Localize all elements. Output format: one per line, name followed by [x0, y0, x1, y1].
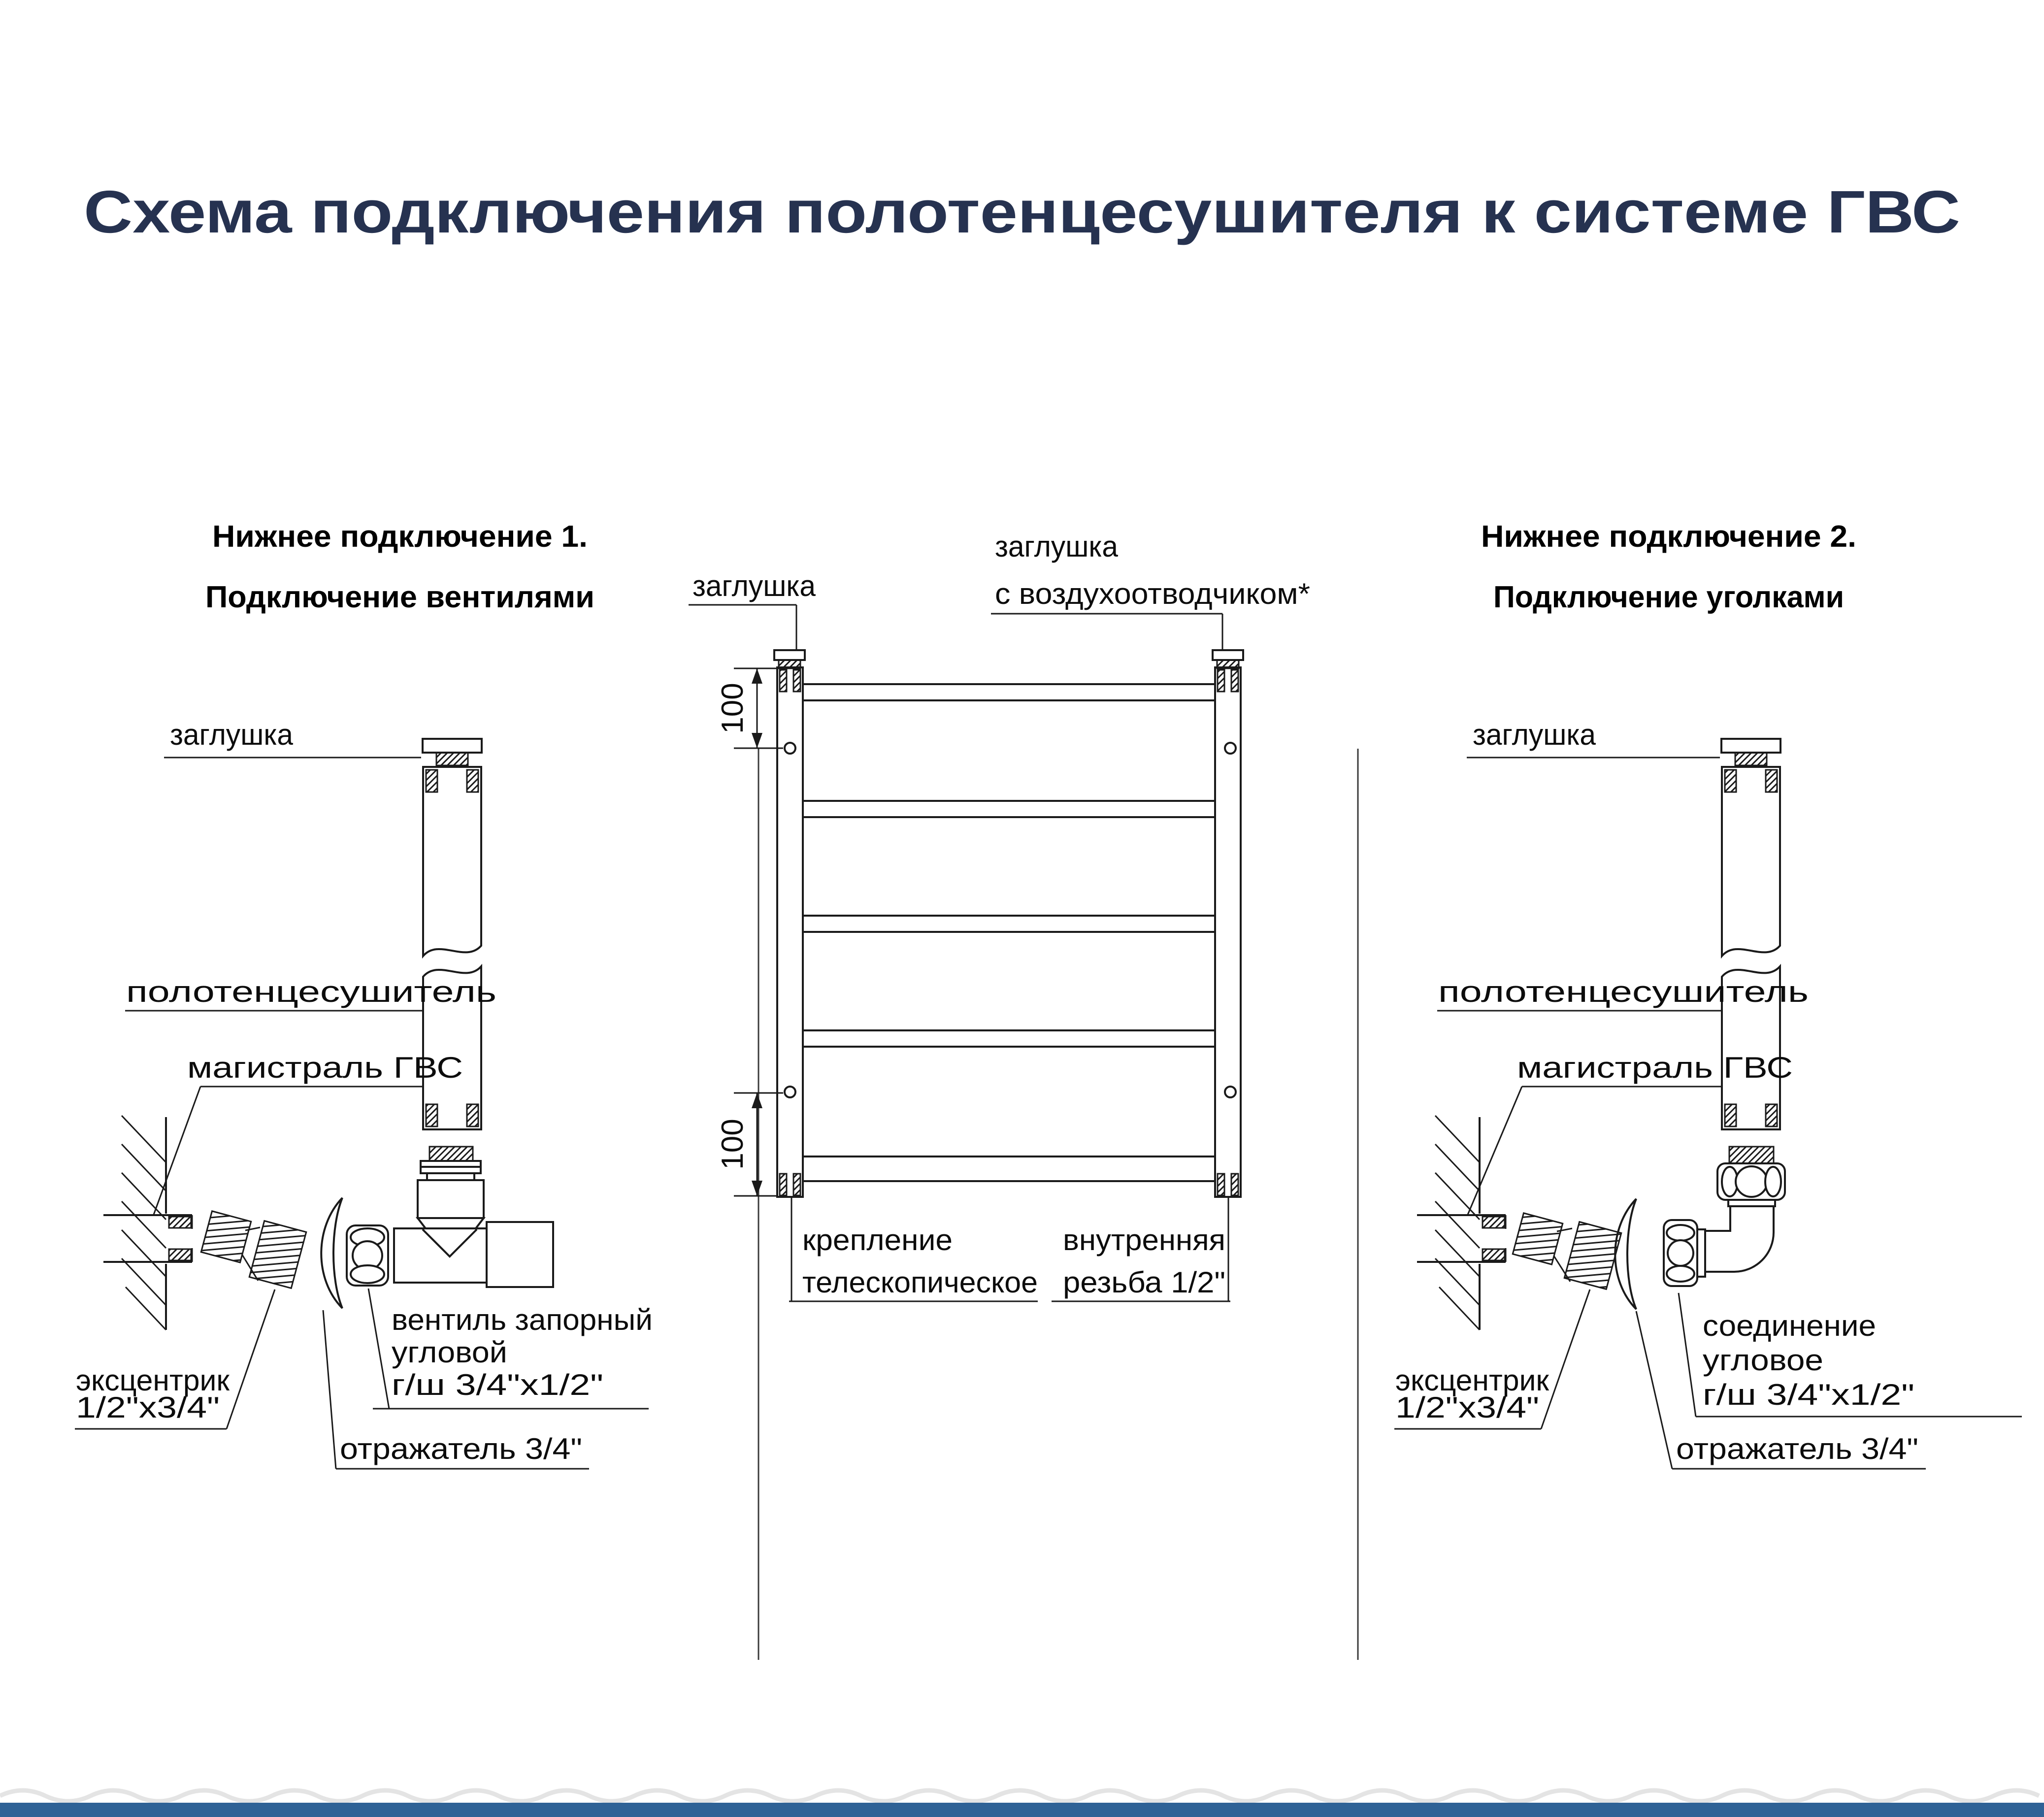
wall-hatch	[122, 1230, 166, 1277]
right-assembly	[1417, 739, 1785, 1330]
elbow-male-thread	[1729, 1147, 1774, 1163]
thread-mark	[1218, 1174, 1224, 1195]
valve-bonnet	[418, 1180, 484, 1218]
wall-hatch	[1435, 1116, 1480, 1162]
eccentric-hatch	[249, 1221, 306, 1288]
socket-thread	[1483, 1249, 1505, 1260]
heading-left-line1: Нижнее подключение 1.	[212, 520, 588, 554]
towel-rail-front-view	[774, 650, 1243, 1197]
socket-thread	[1483, 1217, 1505, 1228]
leader-left-hws-diag	[154, 1087, 200, 1215]
dim-value-bottom: 100	[716, 1119, 750, 1170]
elbow-body	[1705, 1206, 1774, 1272]
label-left-eccentric-line1: эксцентрик	[76, 1364, 230, 1397]
label-left-reflector: отражатель 3/4"	[340, 1432, 582, 1465]
towel-pipe-upper	[1722, 767, 1780, 956]
top-plug-left	[774, 650, 805, 660]
pipe-plug-cap	[1721, 739, 1780, 753]
valve-taper	[418, 1218, 484, 1228]
mount-hole	[785, 1087, 795, 1097]
wall-hatch	[122, 1258, 166, 1305]
socket-thread	[169, 1217, 191, 1228]
hws-supply-pipe-right	[1417, 1215, 1506, 1262]
wall-hatch	[1435, 1258, 1480, 1305]
pipe-plug-thread	[436, 753, 468, 765]
mount-hole	[785, 743, 795, 754]
thread-mark	[1725, 1104, 1736, 1126]
label-mount-line1: крепление	[802, 1223, 953, 1256]
label-right-towel-rail: полотенцесушитель	[1438, 975, 1809, 1008]
rail-rung	[802, 1030, 1216, 1047]
hws-supply-pipe-left	[103, 1215, 192, 1262]
thread-mark	[793, 670, 800, 692]
label-left-eccentric-line2: 1/2"x3/4"	[76, 1391, 220, 1424]
pipe-plug-thread	[1735, 753, 1767, 765]
dim-arrow-up	[752, 668, 762, 684]
label-left-hws-main: магистраль ГВС	[187, 1051, 463, 1084]
label-right-eccentric-line2: 1/2"x3/4"	[1395, 1391, 1539, 1424]
left-labels	[75, 718, 653, 1469]
heading-left-line2: Подключение вентилями	[205, 580, 594, 614]
top-plug-right	[1213, 650, 1243, 660]
wall-hatch	[1439, 1287, 1480, 1330]
nut-facet	[1736, 1166, 1767, 1197]
wall-hatch	[126, 1287, 166, 1330]
thread-mark	[1766, 1104, 1777, 1126]
label-left-valve-line3: г/ш 3/4"x1/2"	[392, 1368, 603, 1401]
label-air-plug-line1: заглушка	[995, 530, 1119, 563]
top-plug-right-thread	[1217, 660, 1239, 668]
heading-right-line2: Подключение уголками	[1493, 580, 1844, 614]
socket-thread	[169, 1249, 191, 1260]
label-left-valve-line2: угловой	[392, 1336, 507, 1369]
label-inner-thread-line2: резьба 1/2"	[1063, 1266, 1225, 1299]
thread-mark	[467, 1104, 478, 1126]
mount-hole	[1225, 743, 1236, 754]
rail-rung	[802, 1156, 1216, 1181]
thread-mark	[467, 770, 478, 792]
eccentric-hatch	[201, 1211, 251, 1262]
valve-male-thread	[429, 1147, 473, 1161]
label-right-conn-line1: соединение	[1703, 1309, 1876, 1342]
thread-mark	[1766, 770, 1777, 792]
leader-right-eccentric	[1541, 1289, 1590, 1429]
wall-hatch	[122, 1173, 166, 1220]
dim-arrow-down	[752, 733, 762, 748]
leader-left-valve	[368, 1288, 389, 1409]
towel-pipe-upper	[423, 767, 481, 956]
eccentric-cyl-large	[249, 1221, 306, 1288]
valve-outlet	[487, 1222, 553, 1287]
label-left-towel-rail: полотенцесушитель	[126, 975, 496, 1008]
valve-nut-facet	[351, 1265, 384, 1283]
label-inner-thread-line1: внутренняя	[1063, 1223, 1225, 1256]
label-left-plug: заглушка	[170, 718, 294, 751]
wall-hatch	[1435, 1173, 1480, 1220]
dim-value-top: 100	[716, 683, 750, 734]
label-right-conn-line3: г/ш 3/4"x1/2"	[1703, 1378, 1914, 1411]
wall-hatch	[1435, 1144, 1480, 1191]
rail-rung	[802, 684, 1216, 700]
dim-arrow-down	[752, 1181, 762, 1196]
left-assembly	[103, 739, 553, 1330]
wall-right	[1435, 1116, 1480, 1330]
label-mount-line2: телескопическое	[802, 1266, 1038, 1299]
leader-right-reflector	[1636, 1311, 1672, 1469]
eccentric-cyl-large	[1564, 1222, 1621, 1289]
footer-wave-decoration	[0, 1790, 2039, 1801]
thread-mark	[780, 1174, 787, 1195]
wall-hatch	[122, 1116, 166, 1162]
footer-bar	[0, 1803, 2044, 1817]
reflector-escutcheon	[1615, 1199, 1636, 1309]
rail-rung	[802, 916, 1216, 932]
page-title: Схема подключения полотенцесушителя к системе ГВС	[84, 178, 1960, 245]
label-center-plug: заглушка	[692, 569, 816, 602]
label-left-valve-line1: вентиль запорный	[392, 1303, 653, 1336]
leader-right-hws-diag	[1468, 1087, 1522, 1215]
nut-facet	[1765, 1167, 1781, 1196]
valve-neck	[427, 1173, 474, 1180]
valve-body	[394, 1228, 487, 1283]
label-right-plug: заглушка	[1473, 718, 1596, 751]
dimension-top-100	[716, 668, 783, 748]
leader-left-eccentric	[227, 1289, 275, 1429]
wall-hatch	[122, 1201, 166, 1248]
rail-rung	[802, 801, 1216, 817]
label-right-eccentric-line1: эксцентрик	[1395, 1364, 1549, 1397]
thread-mark	[1218, 670, 1224, 692]
wall-left	[122, 1116, 166, 1330]
leader-right-conn	[1679, 1293, 1696, 1417]
nut-facet	[1667, 1266, 1694, 1282]
label-right-hws-main: магистраль ГВС	[1517, 1051, 1793, 1084]
label-right-reflector: отражатель 3/4"	[1676, 1432, 1918, 1465]
top-plug-left-thread	[779, 660, 800, 668]
thread-mark	[1231, 1174, 1238, 1195]
thread-mark	[780, 670, 787, 692]
thread-mark	[1725, 770, 1736, 792]
thread-mark	[1231, 670, 1238, 692]
thread-mark	[426, 770, 437, 792]
eccentric-hatch	[1564, 1222, 1621, 1289]
label-air-plug-line2: с воздухоотводчиком*	[995, 577, 1310, 610]
thread-mark	[793, 1174, 800, 1195]
wall-hatch	[122, 1144, 166, 1191]
mount-hole	[1225, 1087, 1236, 1097]
label-right-conn-line2: угловое	[1703, 1344, 1823, 1377]
reflector-escutcheon	[321, 1198, 342, 1308]
dimension-bottom-100	[716, 1093, 783, 1196]
thread-mark	[426, 1104, 437, 1126]
leader-left-reflector	[323, 1310, 336, 1469]
pipe-plug-cap	[423, 739, 482, 753]
eccentric-cyl-small	[201, 1211, 251, 1262]
nut-facet	[1668, 1240, 1693, 1266]
right-labels	[1394, 718, 2022, 1469]
heading-right-line1: Нижнее подключение 2.	[1481, 520, 1856, 554]
wall-hatch	[1435, 1230, 1480, 1277]
dim-arrow-up	[752, 1093, 762, 1108]
nut-facet	[1667, 1225, 1694, 1241]
wall-hatch	[1435, 1201, 1480, 1248]
